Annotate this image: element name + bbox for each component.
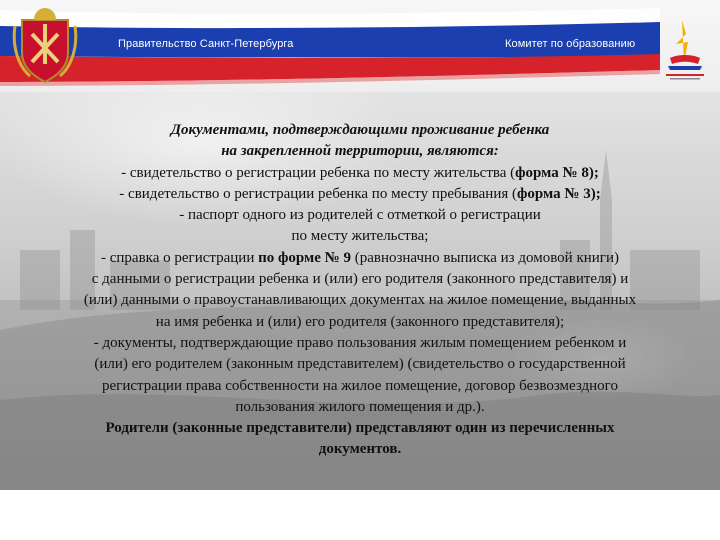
committee-title: Комитет по образованию bbox=[505, 38, 636, 50]
committee-logo-icon bbox=[662, 18, 708, 82]
list-item-passport-line-2: по месту жительства; bbox=[291, 228, 429, 245]
list-item-rights-line-4: пользования жилого помещения и др.). bbox=[235, 398, 485, 415]
header-banner bbox=[0, 0, 720, 92]
list-item-form-9-line-2: с данными о регистрации ребенка и (или) его родителя (законного представителя) и bbox=[91, 271, 629, 288]
list-item-passport-line-1: - паспорт одного из родителей с отметкой о регистрации bbox=[179, 207, 541, 224]
list-item-form-3: - свидетельство о регистрации ребенка по месту пребывания (форма № 3); bbox=[119, 185, 601, 202]
heading-line-1: Документами, подтверждающими проживание ребенка bbox=[170, 122, 550, 138]
list-item-form-9-line-3: (или) данными о правоустанавливающих документах на жилое помещение, выданных bbox=[83, 292, 637, 309]
coat-of-arms-icon bbox=[12, 6, 78, 84]
list-item-rights-line-2: (или) его родителем (законным представителем) (свидетельство о государственной bbox=[94, 356, 626, 373]
closing-line-2: документов. bbox=[318, 441, 402, 458]
government-title: Правительство Санкт-Петербурга bbox=[118, 38, 294, 50]
heading-line-2: на закрепленной территории, являются: bbox=[221, 143, 499, 160]
list-item-rights-line-3: регистрации права собственности на жилое помещение, договор безвозмездного bbox=[102, 377, 618, 394]
document-text bbox=[10, 120, 710, 461]
list-item-form-9-line-1: - справка о регистрации по форме № 9 (равнозначно выписка из домовой книги) bbox=[101, 249, 619, 266]
list-item-form-8: - свидетельство о регистрации ребенка по месту жительства (форма № 8); bbox=[121, 164, 599, 181]
closing-line-1: Родители (законные представители) представляют один из перечисленных bbox=[105, 420, 615, 437]
list-item-form-9-line-4: на имя ребенка и (или) его родителя (законного представителя); bbox=[155, 313, 565, 330]
list-item-rights-line-1: - документы, подтверждающие право пользования жилым помещением ребенком и bbox=[93, 334, 627, 351]
